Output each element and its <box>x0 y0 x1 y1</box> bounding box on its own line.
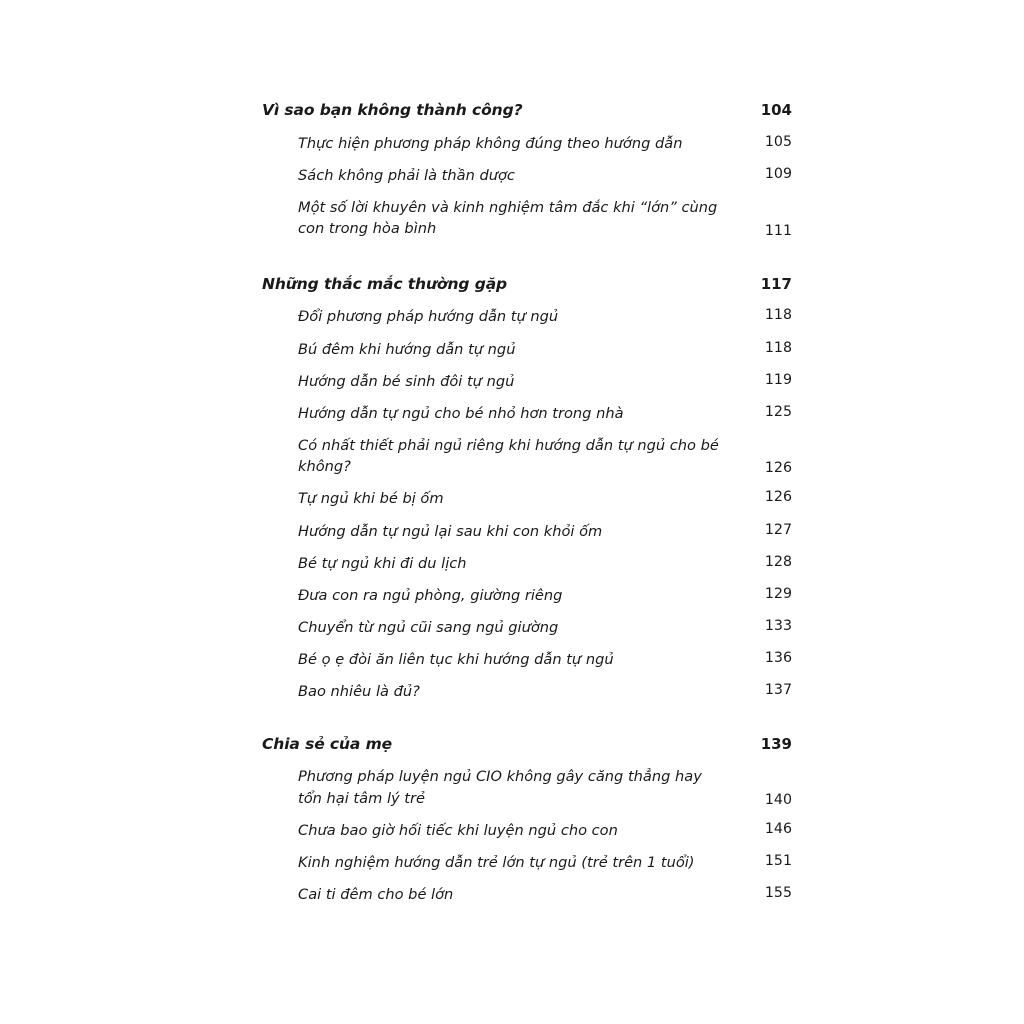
toc-entry[interactable] <box>262 521 792 542</box>
toc-entry[interactable] <box>262 306 792 327</box>
toc-entry-page-number: 109 <box>764 166 792 183</box>
toc-entry[interactable] <box>262 133 792 154</box>
toc-entry[interactable] <box>262 852 792 873</box>
toc-entry[interactable] <box>262 553 792 574</box>
toc-entry[interactable] <box>262 820 792 841</box>
toc-entry-page-number: 128 <box>764 553 792 570</box>
toc-entry-page-number: 118 <box>764 307 792 324</box>
toc-section-heading[interactable] <box>262 100 792 121</box>
toc-entry[interactable] <box>262 339 792 360</box>
toc-entry[interactable] <box>262 766 792 808</box>
toc-group-spacer <box>262 714 792 734</box>
toc-entry-page-number: 125 <box>764 403 792 420</box>
toc-entry-page-number: 105 <box>764 133 792 150</box>
toc-section-title: Chia sẻ của mẹ <box>262 734 393 753</box>
toc-entry[interactable] <box>262 585 792 606</box>
toc-entry[interactable] <box>262 197 792 239</box>
toc-entry-title: Tự ngủ khi bé bị ốm <box>298 490 444 508</box>
toc-entry[interactable] <box>262 403 792 424</box>
toc-entry-title: Phương pháp luyện ngủ CIO không gây căng thẳng hay tổn hại tâm lý trẻ <box>298 768 702 807</box>
toc-section-page-number: 117 <box>760 274 792 293</box>
toc-entry[interactable] <box>262 681 792 702</box>
toc-entry-page-number: 126 <box>764 460 792 477</box>
toc-entry-title: Bé ọ ẹ đòi ăn liên tục khi hướng dẫn tự ngủ <box>298 651 614 669</box>
toc-section-title: Những thắc mắc thường gặp <box>262 274 508 293</box>
toc-group <box>262 274 792 703</box>
toc-entry-page-number: 127 <box>764 521 792 538</box>
toc-group <box>262 100 792 240</box>
toc-entry-title: Cai ti đêm cho bé lớn <box>298 886 454 904</box>
toc-entry-title: Bé tự ngủ khi đi du lịch <box>298 554 467 572</box>
toc-entry-title: Chưa bao giờ hối tiếc khi luyện ngủ cho con <box>298 821 618 839</box>
toc-entry-title: Hướng dẫn tự ngủ lại sau khi con khỏi ốm <box>298 522 603 540</box>
toc-entry-title: Một số lời khuyên và kinh nghiệm tâm đắc khi “lớn” cùng con trong hòa bình <box>298 199 718 238</box>
toc-entry-title: Bao nhiêu là đủ? <box>298 683 420 701</box>
toc-group-spacer <box>262 251 792 274</box>
toc-entry-page-number: 119 <box>764 371 792 388</box>
toc-entry-title: Sách không phải là thần dược <box>298 167 515 185</box>
toc-entry-page-number: 136 <box>764 650 792 667</box>
toc-entry[interactable] <box>262 488 792 509</box>
toc-entry-title: Đổi phương pháp hướng dẫn tự ngủ <box>298 308 559 326</box>
toc-entry-title: Có nhất thiết phải ngủ riêng khi hướng dẫn tự ngủ cho bé không? <box>298 437 719 476</box>
toc-entry-page-number: 137 <box>764 682 792 699</box>
toc-entry-title: Bú đêm khi hướng dẫn tự ngủ <box>298 340 516 358</box>
toc-entry-title: Đưa con ra ngủ phòng, giường riêng <box>298 586 563 604</box>
toc-entry-page-number: 118 <box>764 339 792 356</box>
toc-entry[interactable] <box>262 884 792 905</box>
toc-entry-page-number: 126 <box>764 489 792 506</box>
toc-section-heading[interactable] <box>262 734 792 755</box>
toc-entry-page-number: 146 <box>764 820 792 837</box>
toc-section-title: Vì sao bạn không thành công? <box>262 101 523 119</box>
toc-entry[interactable] <box>262 617 792 638</box>
toc-section-page-number: 104 <box>760 101 792 119</box>
toc-entry-title: Thực hiện phương pháp không đúng theo hướng dẫn <box>298 134 683 152</box>
toc-entry-page-number: 133 <box>764 618 792 635</box>
toc-section-heading[interactable] <box>262 274 792 295</box>
toc-entry-title: Hướng dẫn bé sinh đôi tự ngủ <box>298 372 515 390</box>
toc-entry-page-number: 140 <box>764 791 792 808</box>
toc-group <box>262 734 792 906</box>
toc-entry-title: Kinh nghiệm hướng dẫn trẻ lớn tự ngủ (trẻ trên 1 tuổi) <box>298 853 695 871</box>
toc-entry[interactable] <box>262 649 792 670</box>
toc-entry-page-number: 151 <box>764 852 792 869</box>
toc-section-page-number: 139 <box>760 734 792 753</box>
toc-entry[interactable] <box>262 435 792 477</box>
toc-entry-page-number: 111 <box>764 222 792 239</box>
toc-entry-page-number: 155 <box>764 885 792 902</box>
toc-entry-title: Chuyển từ ngủ cũi sang ngủ giường <box>298 619 559 637</box>
toc-entry[interactable] <box>262 371 792 392</box>
toc-entry-page-number: 129 <box>764 585 792 602</box>
toc-entry-title: Hướng dẫn tự ngủ cho bé nhỏ hơn trong nhà <box>298 404 624 422</box>
toc-entry[interactable] <box>262 165 792 186</box>
table-of-contents <box>262 100 792 916</box>
